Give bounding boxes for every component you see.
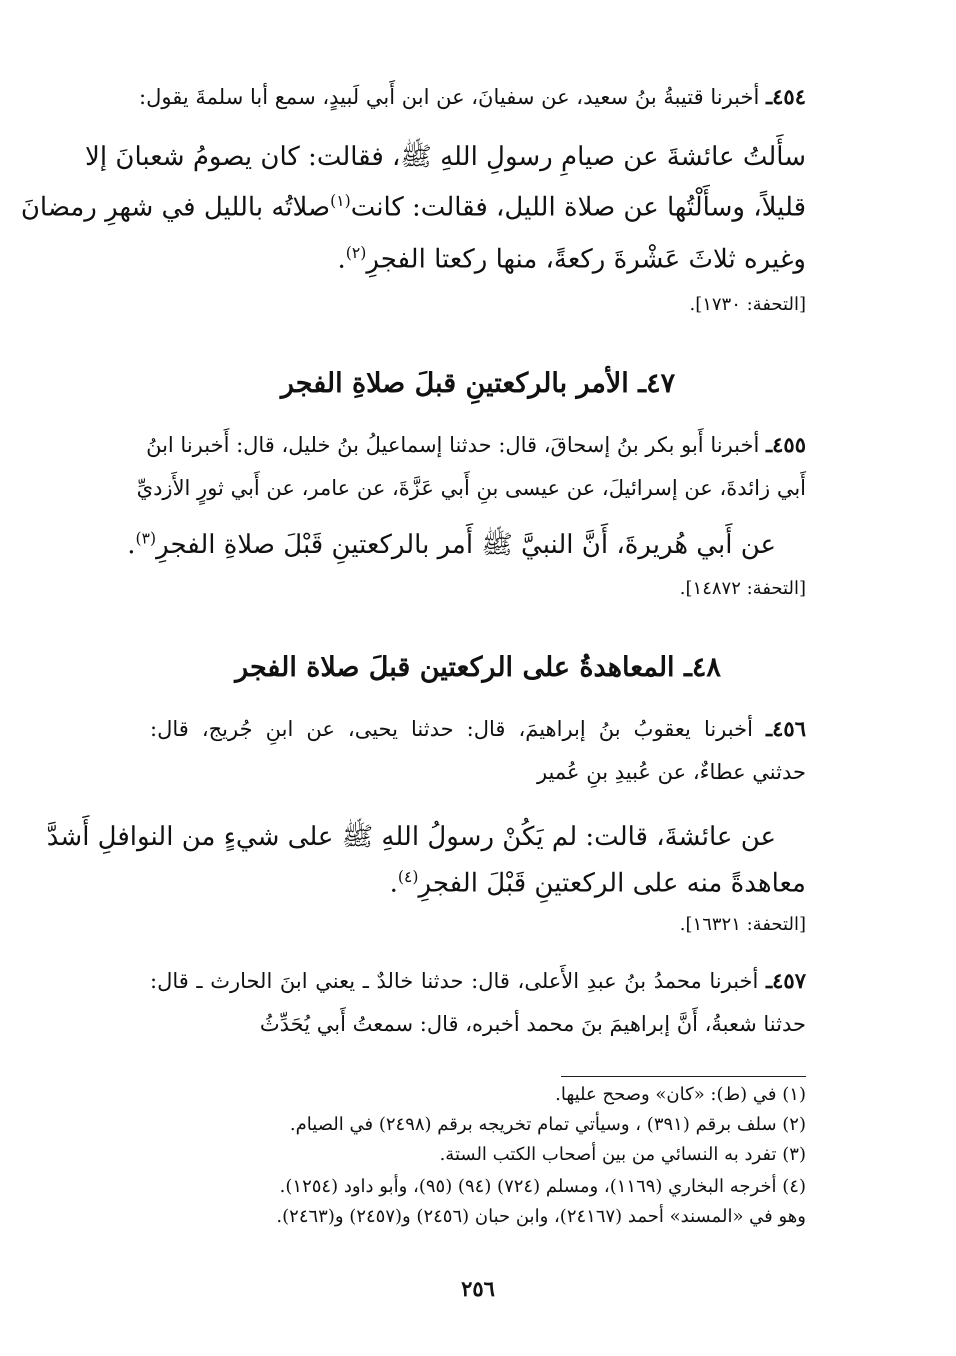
isnad-text: أخبرنا محمدُ بنُ عبدِ الأَعلى، قال: حدثنا خالدٌ ـ يعني ابنَ الحارث ـ قال: xyxy=(150,969,759,993)
page-number: ٢٥٦ xyxy=(461,1276,495,1301)
footnote-number: (٤) xyxy=(782,1176,806,1197)
hadith-456-isnad-line-1 xyxy=(150,716,806,741)
footnote-text: سلف برقم (٣٩١) ، وسيأتي تمام تخريجه برقم (٢٤٩٨) في الصيام. xyxy=(289,1114,777,1135)
hadith-number: ٤٥٤ـ xyxy=(766,84,806,109)
chapter-heading-48: ٤٨ـ المعاهدةُ على الركعتين قبلَ صلاة الفجر xyxy=(235,652,721,683)
footnote-3 xyxy=(150,1144,806,1165)
matn-text: وغيره ثلاثَ عَشْرةَ ركعةً، منها ركعتا الفجرِ xyxy=(366,244,806,275)
hadith-457-isnad-line-2: حدثنا شعبةُ، أَنَّ إبراهيمَ بنَ محمد أخبره، قال: سمعتُ أَبي يُحَدِّثُ xyxy=(259,1012,806,1036)
footnote-mark: (٢) xyxy=(345,244,367,262)
footnote-mark: (٤) xyxy=(397,868,419,886)
hadith-455-matn xyxy=(127,528,776,566)
matn-text: صلاتُه بالليل في شهرِ رمضانَ xyxy=(20,192,331,223)
tuhfa-reference: [التحفة: ١٦٣٢١]. xyxy=(679,914,806,935)
hadith-number: ٤٥٥ـ xyxy=(766,432,806,457)
footnote-mark: (١) xyxy=(330,192,351,210)
isnad-text: أخبرنا أَبو بكر بنُ إسحاقَ، قال: حدثنا إسماعيلُ بنُ خليل، قال: أَخبرنا ابنُ xyxy=(146,433,760,457)
footnote-1 xyxy=(150,1084,806,1105)
hadith-number: ٤٥٦ـ xyxy=(766,716,806,741)
hadith-number: ٤٥٧ـ xyxy=(765,968,806,993)
hadith-454-matn-line-1: سأَلتُ عائشةَ عن صيامِ رسولِ اللهِ ﷺ، فقالت: كان يصومُ شعبانَ إلا xyxy=(85,142,806,172)
hadith-454-isnad xyxy=(139,84,806,109)
isnad-text: أخبرنا قتيبةُ بنُ سعيد، عن سفيانَ، عن ابن أَبي لَبيدٍ، سمع أبا سلمةَ يقول: xyxy=(139,85,760,109)
period: . xyxy=(389,868,398,899)
matn-text: معاهدةً منه على الركعتينِ قَبْلَ الفجرِ xyxy=(418,868,806,899)
chapter-heading-47: ٤٧ـ الأمر بالركعتينِ قبلَ صلاةِ الفجر xyxy=(280,368,676,399)
hadith-454-matn-line-2 xyxy=(20,192,806,223)
footnote-2 xyxy=(150,1114,806,1135)
footnote-mark: (٣) xyxy=(135,529,157,548)
footnote-text: في (ط): «كان» وصحح عليها. xyxy=(555,1084,777,1105)
footnote-4 xyxy=(150,1176,806,1197)
hadith-455-isnad-line-2: أَبي زائدةَ، عن إسرائيلَ، عن عيسى بنِ أَبي عَزَّةَ، عن عامر، عن أَبي ثورٍ الأَزديِّ xyxy=(136,476,806,500)
hadith-456-isnad-line-2: حدثني عطاءٌ، عن عُبيدِ بنِ عُمير xyxy=(536,760,806,784)
footnote-number: (٣) xyxy=(782,1144,806,1165)
period: . xyxy=(337,244,346,275)
footnote-text: أخرجه البخاري (١١٦٩)، ومسلم (٧٢٤) (٩٤) (٩٥)، وأبو داود (١٢٥٤). xyxy=(279,1176,777,1197)
isnad-text: أخبرنا يعقوبُ بنُ إبراهيمَ، قال: حدثنا يحيى، عن ابنِ جُريج، قال: xyxy=(150,717,753,741)
period: . xyxy=(127,530,136,560)
footnote-number: (٢) xyxy=(782,1114,806,1135)
hadith-457-isnad-line-1 xyxy=(150,968,806,993)
hadith-456-matn-line-1: عن عائشةَ، قالت: لم يَكُنْ رسولُ اللهِ ﷺ على شيءٍ من النوافلِ أَشدَّ xyxy=(46,822,776,852)
footnote-separator xyxy=(561,1076,806,1077)
footnote-text: تفرد به النسائي من بين أصحاب الكتب الستة. xyxy=(439,1144,777,1165)
footnote-4-continuation: وهو في «المسند» أحمد (٢٤١٦٧)، وابن حبان (٢٤٥٦) و(٢٤٥٧) و(٢٤٦٣). xyxy=(276,1206,806,1227)
tuhfa-reference: [التحفة: ١٤٨٧٢]. xyxy=(679,578,806,599)
tuhfa-reference: [التحفة: ١٧٣٠]. xyxy=(689,294,806,315)
hadith-456-matn-line-2 xyxy=(150,868,806,899)
footnote-number: (١) xyxy=(782,1084,806,1105)
hadith-454-matn-line-3 xyxy=(150,244,806,275)
matn-text: عن أَبي هُريرةَ، أَنَّ النبيَّ ﷺ أَمر بالركعتينِ قَبْلَ صلاةِ الفجرِ xyxy=(156,530,776,560)
hadith-455-isnad-line-1 xyxy=(146,432,806,457)
matn-text: قليلاً، وسأَلْتُها عن صلاة الليل، فقالت: كانت xyxy=(350,192,806,223)
